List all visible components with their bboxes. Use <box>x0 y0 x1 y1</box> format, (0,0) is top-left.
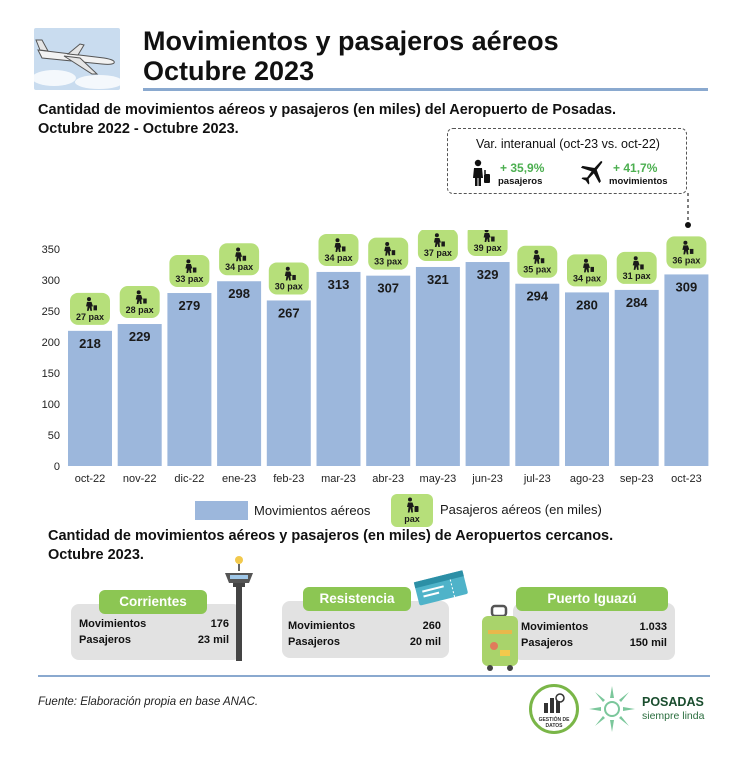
gestion-datos-logo <box>529 684 579 734</box>
bar-value-label: 321 <box>427 271 449 287</box>
source-note: Fuente: Elaboración propia en base ANAC. <box>38 696 259 708</box>
y-tick-label: 100 <box>41 399 60 411</box>
page-title <box>143 26 559 86</box>
bar <box>68 331 112 466</box>
x-tick-label: jul-23 <box>523 473 551 485</box>
bar <box>466 262 510 466</box>
bar <box>664 274 708 466</box>
airport-name-resistencia: Resistencia <box>303 587 411 611</box>
pax-label: Pasajeros <box>79 634 131 646</box>
pax-label: 34 pax <box>572 273 602 284</box>
x-tick-label: feb-23 <box>273 473 305 485</box>
y-tick-label: 200 <box>41 337 60 349</box>
bar-chart <box>30 230 720 492</box>
pax-label: 33 pax <box>175 274 204 285</box>
x-tick-label: jun-23 <box>472 473 503 485</box>
legend-pax-badge <box>391 494 433 527</box>
airplane-photo <box>34 28 120 90</box>
section-2-line-1: Cantidad de movimientos aéreos y pasajeros (en miles) de Aeropuertos cercanos. <box>48 528 614 544</box>
bar <box>317 272 361 466</box>
subtitle-line-2: Octubre 2022 - Octubre 2023. <box>38 121 239 137</box>
pax-value: 20 mil <box>409 636 441 648</box>
pax-label: 27 pax <box>75 311 105 322</box>
pax-label: Pasajeros <box>288 636 340 648</box>
mov-label: Movimientos <box>79 618 147 630</box>
traveler-icon <box>470 159 492 187</box>
pax-value: 150 mil <box>629 637 667 649</box>
bar-value-label: 313 <box>327 276 350 292</box>
pax-label: 31 pax <box>622 270 651 281</box>
pax-label: Pasajeros <box>521 637 573 649</box>
bar <box>416 267 460 466</box>
mov-value: 176 <box>210 618 229 630</box>
mov-value: 260 <box>422 620 441 632</box>
pax-label: 37 pax <box>423 247 452 258</box>
y-tick-label: 250 <box>41 306 60 318</box>
section-2-line-2: Octubre 2023. <box>48 547 144 563</box>
y-tick-label: 50 <box>47 430 60 442</box>
y-tick-label: 0 <box>53 461 60 473</box>
y-tick-label: 300 <box>41 275 60 287</box>
bar-value-label: 309 <box>675 279 698 295</box>
airport-name-corrientes: Corrientes <box>99 590 207 614</box>
movimientos-variation-label: movimientos <box>609 176 668 187</box>
airplane-icon <box>34 28 120 90</box>
bar <box>217 281 261 466</box>
bar-value-label: 229 <box>128 329 151 345</box>
legend-bar-swatch <box>195 501 248 520</box>
plane-icon <box>578 157 608 187</box>
bar-value-label: 267 <box>277 305 300 321</box>
pasajeros-variation-value: + 35,9% <box>500 161 545 175</box>
title-line-1: Movimientos y pasajeros aéreos <box>143 26 559 56</box>
x-tick-label: dic-22 <box>174 473 205 485</box>
x-tick-label: may-23 <box>419 473 457 485</box>
x-tick-label: mar-23 <box>321 473 356 485</box>
bar <box>366 276 410 466</box>
brand-tagline: siempre linda <box>642 710 705 722</box>
subtitle-line-1: Cantidad de movimientos aéreos y pasajeros (en miles) del Aeropuerto de Posadas. <box>38 102 617 118</box>
mov-label: Movimientos <box>288 620 356 632</box>
bar <box>118 324 162 466</box>
legend-badge-text: pax <box>404 514 420 524</box>
pasajeros-variation-label: pasajeros <box>498 176 543 187</box>
bar <box>267 300 311 466</box>
legend-badge-label: Pasajeros aéreos (en miles) <box>440 502 602 517</box>
x-tick-label: ene-23 <box>221 473 257 485</box>
variation-connector <box>683 193 693 229</box>
pax-label: 36 pax <box>672 255 701 266</box>
boarding-pass-icon <box>412 568 470 608</box>
title-line-2: Octubre 2023 <box>143 56 315 86</box>
pax-label: 34 pax <box>324 252 353 263</box>
pax-label: 28 pax <box>125 305 154 316</box>
pax-label: 30 pax <box>274 281 303 292</box>
mov-label: Movimientos <box>521 621 589 633</box>
bar-value-label: 329 <box>476 267 499 283</box>
bar <box>515 284 559 466</box>
bar-value-label: 284 <box>625 294 648 310</box>
x-tick-label: nov-22 <box>122 473 157 485</box>
mov-value: 1.033 <box>639 621 667 633</box>
pax-label: 35 pax <box>523 264 552 275</box>
pax-value: 23 mil <box>197 634 229 646</box>
footer-divider <box>38 675 710 677</box>
legend-bars-label: Movimientos aéreos <box>254 503 371 518</box>
airport-name-puerto-iguazu: Puerto Iguazú <box>516 587 668 611</box>
airport-card-puerto-iguazu <box>513 603 675 660</box>
control-tower-icon <box>221 555 257 663</box>
posadas-logo-icon <box>587 684 637 734</box>
y-tick-label: 350 <box>41 244 60 256</box>
movimientos-variation-value: + 41,7% <box>613 161 658 175</box>
y-tick-label: 150 <box>41 368 60 380</box>
bar-value-label: 279 <box>178 298 201 314</box>
bar-value-label: 218 <box>79 335 101 351</box>
traveler-icon <box>405 497 419 513</box>
suitcase-icon <box>478 604 522 672</box>
gestion-datos-text: GESTIÓN DE DATOS <box>538 717 570 729</box>
bar-value-label: 307 <box>377 280 400 296</box>
variation-box <box>447 128 687 194</box>
bar <box>565 292 609 466</box>
bar <box>615 290 659 466</box>
bar <box>167 293 211 466</box>
title-divider <box>143 88 708 91</box>
section-2-title <box>48 527 728 565</box>
brand-name: POSADAS <box>642 695 704 709</box>
bar-value-label: 298 <box>228 286 250 302</box>
variation-title: Var. interanual (oct-23 vs. oct-22) <box>476 137 660 151</box>
x-tick-label: sep-23 <box>619 473 654 485</box>
data-chart-icon <box>543 693 565 713</box>
x-tick-label: oct-22 <box>74 473 106 485</box>
x-tick-label: abr-23 <box>372 473 405 485</box>
bar-value-label: 294 <box>526 288 549 304</box>
pax-label: 39 pax <box>473 243 502 254</box>
pax-label: 33 pax <box>374 256 403 267</box>
bar-value-label: 280 <box>576 297 598 313</box>
pax-label: 34 pax <box>225 262 254 273</box>
x-tick-label: ago-23 <box>569 473 605 485</box>
x-tick-label: oct-23 <box>671 473 702 485</box>
